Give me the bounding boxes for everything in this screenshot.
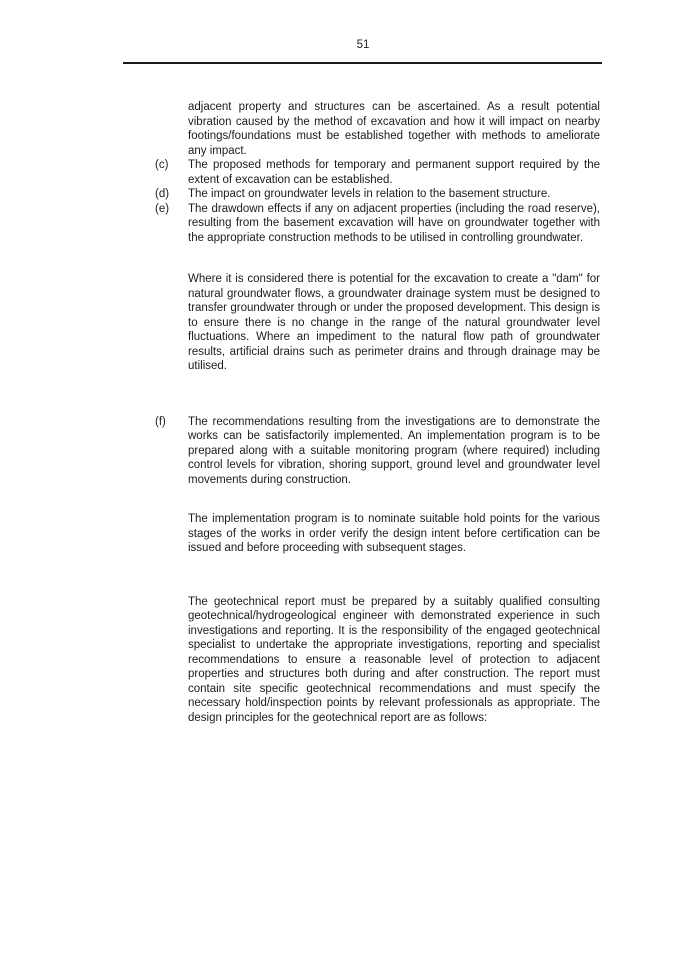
list-marker-e: (e): [155, 202, 170, 215]
list-text-d: The impact on groundwater levels in relation to the basement structure.: [188, 188, 551, 200]
list-text-c: The proposed methods for temporary and permanent support required by the extent of excavation can be established.: [188, 159, 600, 186]
list-marker-f: (f): [155, 415, 166, 428]
implementation-paragraph: The implementation program is to nominate suitable hold points for the various stages of the works in order verify the design intent before certification can be issued and before proceeding with subsequent stages.: [188, 513, 600, 554]
list-marker-c: (c): [155, 159, 169, 171]
list-marker-d: (d): [155, 188, 170, 200]
list-text-f: The recommendations resulting from the investigations are to demonstrate the works can be satisfactorily implemented. An implementation program is to be prepared along with a suitable monitoring program (where required) including control levels for vibration, shoring support, ground level and groundwater level movements during construction.: [188, 415, 600, 486]
page-body: [155, 100, 600, 725]
list-text-e: The drawdown effects if any on adjacent properties (including the road reserve), resulting from the basement excavation will have on groundwater together with the appropriate construction methods to be utilised in controlling groundwater.: [188, 202, 600, 244]
geotechnical-report-paragraph: The geotechnical report must be prepared by a suitably qualified consulting geotechnical/hydrogeological engineer with demonstrated experience in such investigations and reporting. It is the responsibility of the engaged geotechnical specialist to undertake the appropriate investigations, reporting and specialist recommendations to ensure a reasonable level of protection to adjacent properties and structures both during and after construction. The report must contain site specific geotechnical recommendations and must specify the necessary hold/inspection points by relevant professionals as appropriate. The design principles for the geotechnical report are as follows:: [188, 595, 600, 724]
header-divider-rule: [123, 62, 602, 64]
page-number: 51: [356, 39, 370, 51]
list-item-e: [155, 202, 600, 246]
list-item-c: [155, 158, 600, 187]
list-item-f: [155, 415, 600, 488]
groundwater-dam-paragraph: Where it is considered there is potential for the excavation to create a "dam" for natural groundwater flows, a groundwater drainage system must be designed to transfer groundwater through or under the proposed development. This design is to ensure there is no change in the range of the natural groundwater level fluctuations. Where an impediment to the natural flow path of groundwater results, artificial drains such as perimeter drains and through drainage may be utilised.: [188, 273, 600, 372]
continuation-paragraph: adjacent property and structures can be ascertained. As a result potential vibration caused by the method of excavation and how it will impact on nearby footings/foundations must be established together with methods to ameliorate any impact.: [188, 101, 600, 157]
list-item-d: [155, 187, 600, 202]
